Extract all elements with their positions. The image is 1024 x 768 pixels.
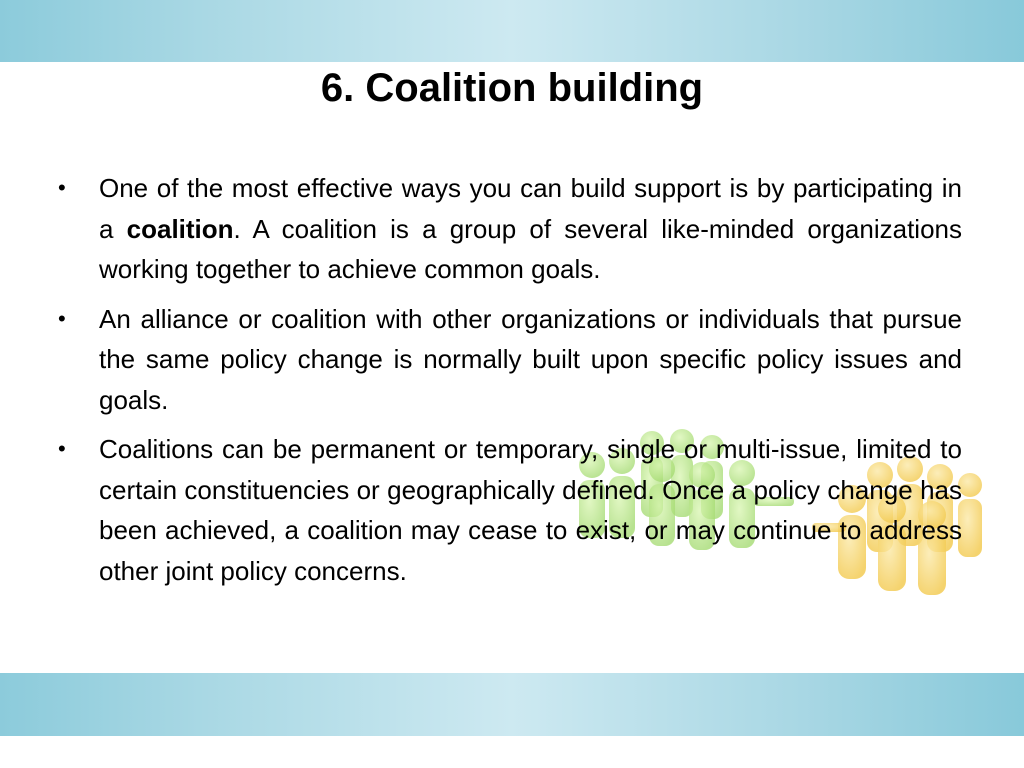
bullet-text: An alliance or coalition with other organizations or individuals that pursue the same policy change is normally built upon specific policy issues and goals. — [99, 303, 962, 415]
bullet-item — [58, 168, 962, 290]
bullet-text: One of the most effective ways you can build support is by participating in a — [99, 173, 962, 244]
slide-title: 6. Coalition building — [320, 66, 704, 110]
bullet-marker: • — [58, 305, 66, 331]
bullet-marker: • — [58, 436, 66, 461]
top-banner — [0, 0, 1024, 62]
keyword-coalition: coalition — [126, 213, 234, 244]
bullet-item — [58, 429, 962, 591]
bullet-text: . A coalition is a group of several like-minded organizations working together to achieve common goals. — [99, 213, 963, 284]
bullet-list — [58, 168, 962, 600]
bullet-marker: • — [58, 175, 66, 200]
bullet-item — [58, 299, 962, 421]
bottom-banner — [0, 673, 1024, 736]
bullet-text: Coalitions can be permanent or temporary, single or multi-issue, limited to certain constituencies or geographically defined. Once a policy change has been achieved, a coalition may cease to exist, or may continue to address other joint policy concerns. — [99, 434, 962, 586]
